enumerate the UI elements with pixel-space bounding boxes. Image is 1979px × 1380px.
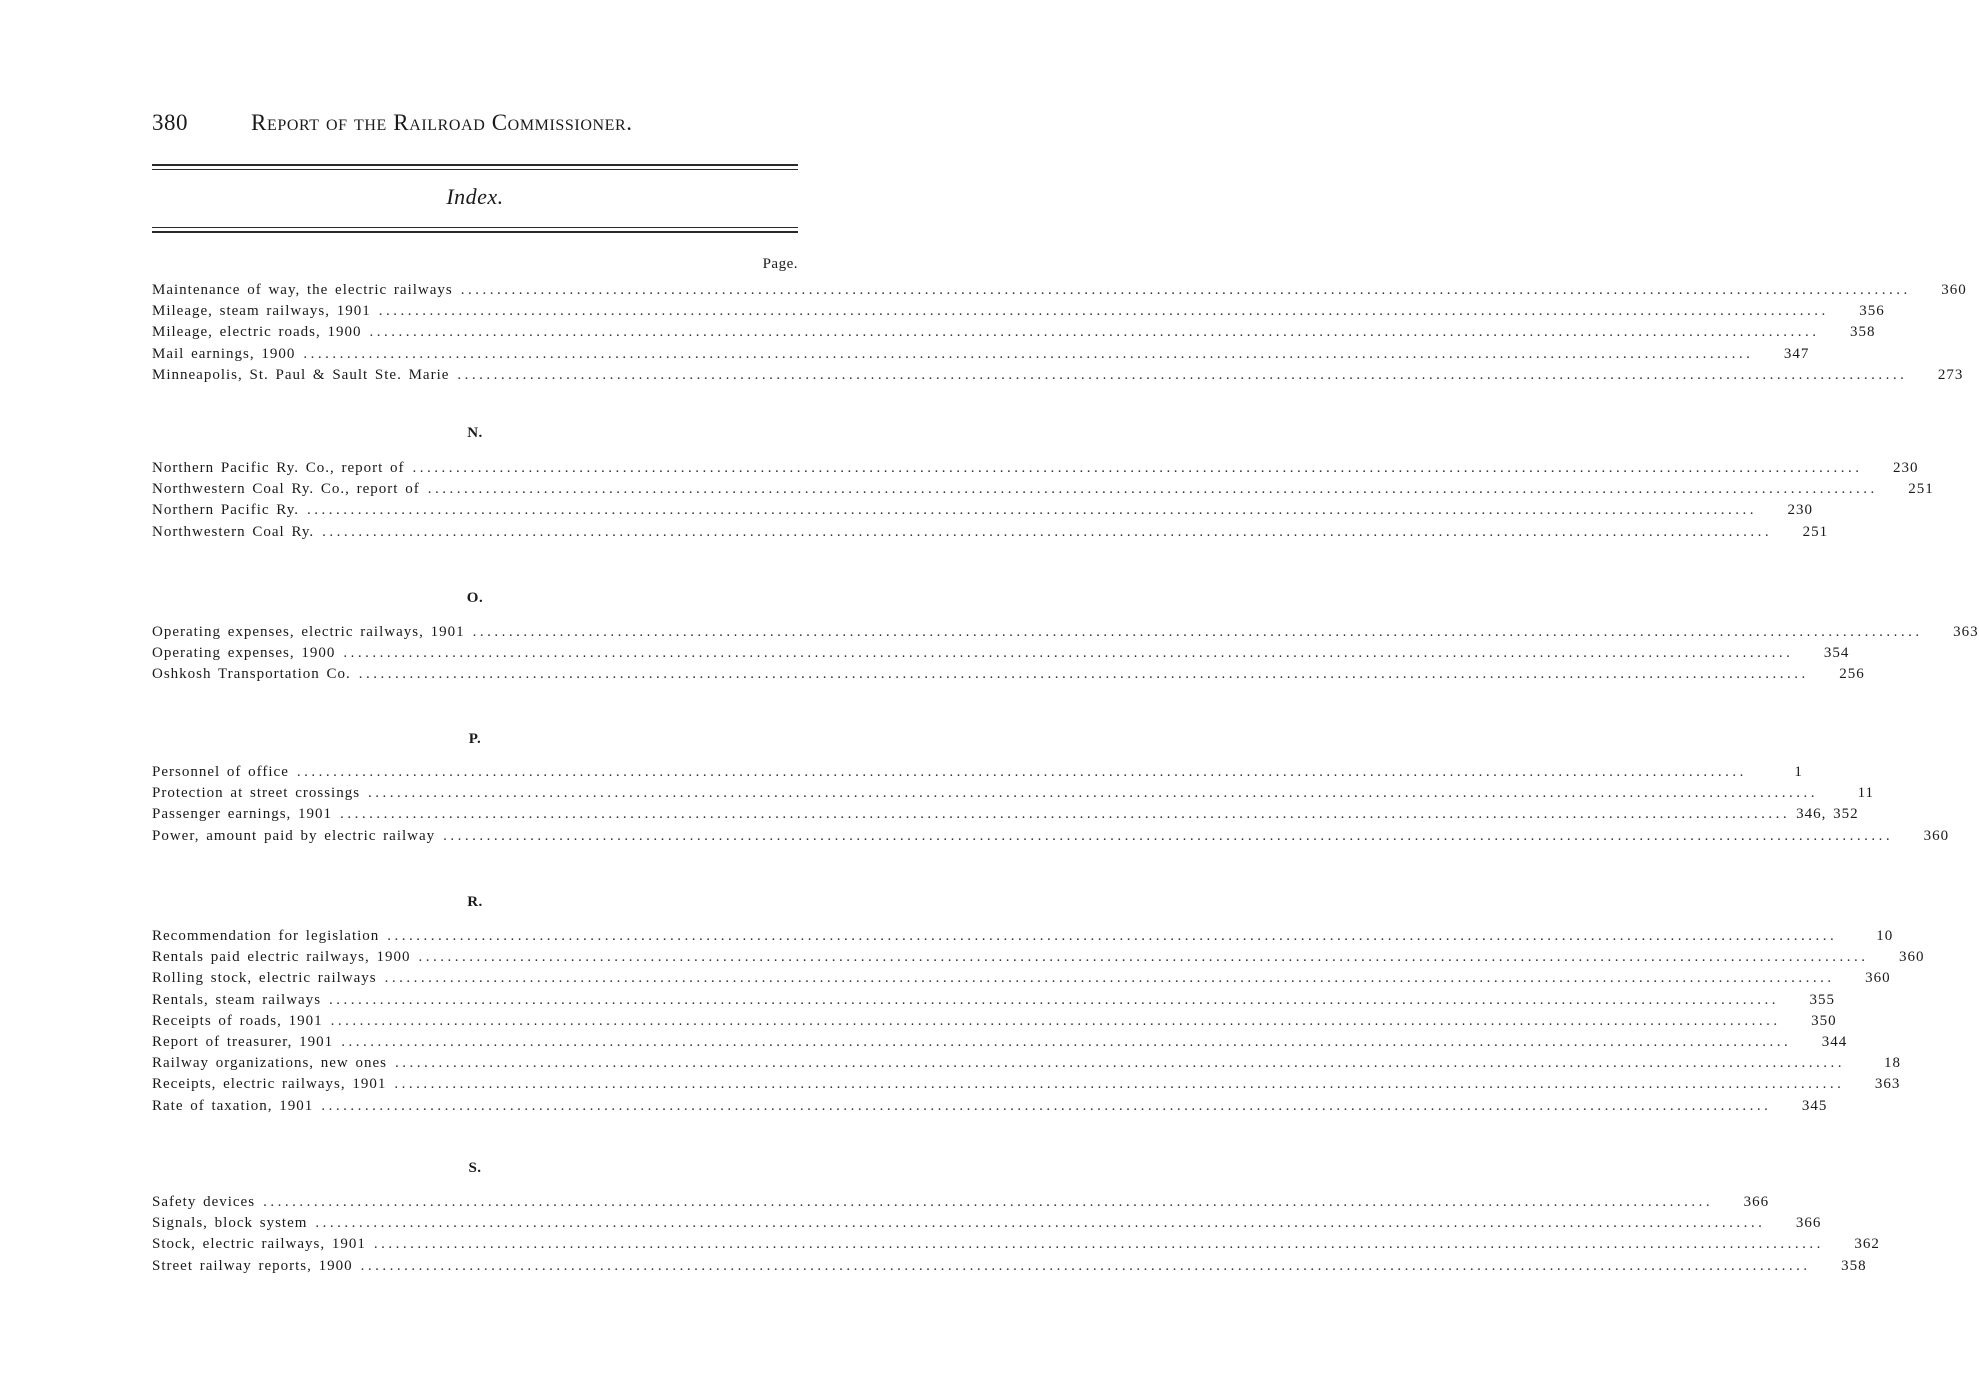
entry-text: Northwestern Coal Ry.: [152, 523, 315, 540]
entry-text: Personnel of office: [152, 764, 289, 780]
entry-page-number: 344: [1821, 1034, 1848, 1050]
entry-page-number: 363: [1953, 624, 1979, 640]
index-entry: [152, 624, 1979, 645]
index-entry: [152, 645, 1850, 666]
entry-text: Street railway reports, 1900: [152, 1257, 353, 1274]
entry-page-number: 360: [1865, 970, 1891, 987]
entry-text: Receipts, electric railways, 1901: [152, 1076, 387, 1093]
entry-page-number: 360: [1941, 282, 1967, 298]
dot-leader: ........................................................................................................................................................................................................: [412, 460, 1863, 476]
index-entry: [152, 303, 1885, 324]
entry-page-number: 347: [1783, 345, 1810, 362]
dot-leader: ........................................................................................................................................................................................................: [358, 666, 1809, 683]
entry-page-number: 18: [1884, 1055, 1902, 1072]
dot-leader: ........................................................................................................................................................................................................: [472, 624, 1923, 640]
index-entry: [152, 806, 1859, 827]
entry-page-number: 273: [1937, 366, 1964, 383]
index-title: Index.: [446, 184, 504, 209]
entry-page-number: 256: [1839, 666, 1865, 683]
entry-text: Safety devices: [152, 1194, 256, 1210]
bottom-rule: [152, 231, 798, 233]
index-entry: [152, 1034, 1848, 1055]
index-entry: [152, 1055, 1902, 1076]
page-column-heading: Page.: [762, 256, 798, 272]
index-entry: [152, 1097, 1828, 1119]
entry-page-number: 251: [1802, 523, 1829, 540]
entry-page-number: 354: [1823, 645, 1850, 662]
dot-leader: ........................................................................................................................................................................................................: [263, 1194, 1714, 1210]
dot-leader: ........................................................................................................................................................................................................: [341, 1034, 1792, 1050]
entry-text: Rolling stock, electric railways: [152, 970, 377, 987]
index-entry: [152, 523, 1829, 545]
section-letter: S.: [468, 1160, 482, 1176]
dot-leader: ........................................................................................................................................................................................................: [321, 1097, 1772, 1114]
dot-leader: ........................................................................................................................................................................................................: [303, 345, 1754, 362]
entry-page-number: 10: [1876, 928, 1894, 944]
running-title: Report of the Railroad Commissioner.: [251, 110, 633, 135]
entry-text: Railway organizations, new ones: [152, 1055, 388, 1072]
dot-leader: ........................................................................................................................................................................................................: [315, 1215, 1766, 1232]
index-entry: [152, 1194, 1770, 1215]
dot-leader: ........................................................................................................................................................................................................: [387, 928, 1838, 944]
entry-text: Rentals paid electric railways, 1900: [152, 949, 411, 966]
entry-text: Protection at street crossings: [152, 785, 361, 802]
index-entry: [152, 666, 1865, 687]
running-head: [152, 108, 798, 142]
dot-leader: ........................................................................................................................................................................................................: [427, 481, 1878, 498]
dot-leader: ........................................................................................................................................................................................................: [460, 282, 1911, 298]
entry-text: Rate of taxation, 1901: [152, 1097, 314, 1114]
index-entry: [152, 991, 1836, 1013]
dot-leader: ........................................................................................................................................................................................................: [384, 970, 1835, 987]
entry-text: Power, amount paid by electric railway: [152, 827, 436, 844]
entry-page-number: 360: [1923, 827, 1950, 844]
dot-leader: ........................................................................................................................................................................................................: [373, 1236, 1824, 1253]
dot-leader: ........................................................................................................................................................................................................: [443, 827, 1894, 844]
dot-leader: ........................................................................................................................................................................................................: [330, 1012, 1781, 1029]
entry-text: Operating expenses, 1900: [152, 645, 336, 662]
entry-text: Oshkosh Transportation Co.: [152, 666, 351, 683]
entry-text: Passenger earnings, 1901: [152, 806, 333, 823]
entry-page-number: 251: [1908, 481, 1934, 498]
index-entry: [152, 345, 1810, 367]
top-rule-thin: [152, 169, 798, 170]
entry-page-number: 358: [1841, 1257, 1867, 1274]
entry-page-number: 230: [1893, 460, 1919, 476]
index-entry: [152, 970, 1891, 991]
entry-page-number: 358: [1850, 324, 1876, 341]
index-entry: [152, 1215, 1822, 1236]
entry-text: Recommendation for legislation: [152, 928, 380, 944]
index-entry: [152, 827, 1950, 849]
entry-text: Operating expenses, electric railways, 1901: [152, 624, 465, 640]
entry-text: Northern Pacific Ry.: [152, 502, 299, 519]
index-entry: [152, 324, 1876, 345]
dot-leader: ........................................................................................................................................................................................................: [457, 366, 1908, 383]
entry-text: Stock, electric railways, 1901: [152, 1236, 366, 1253]
section-letter: O.: [466, 590, 484, 606]
dot-leader: ........................................................................................................................................................................................................: [306, 502, 1757, 519]
entry-text: Northern Pacific Ry. Co., report of: [152, 460, 405, 476]
top-rule: [152, 164, 798, 166]
entry-page-number: 363: [1874, 1076, 1901, 1093]
entry-text: Mileage, electric roads, 1900: [152, 324, 362, 341]
entry-text: Maintenance of way, the electric railways: [152, 282, 453, 298]
entry-text: Receipts of roads, 1901: [152, 1012, 323, 1029]
index-entry: [152, 764, 1803, 785]
dot-leader: ........................................................................................................................................................................................................: [368, 785, 1819, 802]
entry-page-number: 362: [1854, 1236, 1880, 1253]
dot-leader: ........................................................................................................................................................................................................: [369, 324, 1820, 341]
index-entry: [152, 282, 1967, 303]
dot-leader: ........................................................................................................................................................................................................: [378, 303, 1829, 320]
entry-page-number: 355: [1809, 991, 1836, 1008]
index-entry: [152, 1076, 1901, 1097]
index-entry: [152, 502, 1813, 523]
page-number: 380: [152, 110, 188, 135]
section-letter: N.: [467, 425, 483, 441]
entry-text: Minneapolis, St. Paul & Sault Ste. Marie: [152, 366, 450, 383]
bottom-rule-thin: [152, 227, 798, 228]
entry-page-number: 360: [1899, 949, 1925, 966]
dot-leader: ........................................................................................................................................................................................................: [343, 645, 1794, 662]
entry-page-number: 11: [1857, 785, 1875, 802]
entry-page-number: 366: [1743, 1194, 1770, 1210]
section-letter: R.: [467, 894, 483, 910]
entry-text: Mail earnings, 1900: [152, 345, 296, 362]
index-entry: [152, 785, 1875, 806]
dot-leader: ........................................................................................................................................................................................................: [322, 523, 1773, 540]
index-entry: [152, 366, 1964, 388]
entry-page-number: 366: [1795, 1215, 1822, 1232]
index-entry: [152, 1012, 1837, 1034]
entry-page-number: 356: [1859, 303, 1885, 320]
entry-page-number: 230: [1787, 502, 1813, 519]
dot-leader: ........................................................................................................................................................................................................: [394, 1076, 1845, 1093]
entry-text: Mileage, steam railways, 1901: [152, 303, 371, 320]
entry-page-number: 345: [1801, 1097, 1828, 1114]
dot-leader: ........................................................................................................................................................................................................: [296, 764, 1747, 780]
entry-text: Rentals, steam railways: [152, 991, 322, 1008]
dot-leader: ........................................................................................................................................................................................................: [329, 991, 1780, 1008]
index-entry: [152, 460, 1919, 481]
entry-page-number: 346, 352: [1796, 806, 1859, 823]
dot-leader: ........................................................................................................................................................................................................: [418, 949, 1869, 966]
index-entry: [152, 1257, 1867, 1279]
entry-text: Signals, block system: [152, 1215, 308, 1232]
entry-page-number: 1: [1794, 764, 1803, 780]
index-entry: [152, 1236, 1880, 1257]
dot-leader: ........................................................................................................................................................................................................: [340, 806, 1791, 823]
entry-text: Report of treasurer, 1901: [152, 1034, 334, 1050]
index-entry: [152, 928, 1894, 949]
index-entry: [152, 481, 1934, 502]
entry-page-number: 350: [1811, 1012, 1837, 1029]
section-letter: P.: [468, 731, 482, 747]
dot-leader: ........................................................................................................................................................................................................: [360, 1257, 1811, 1274]
entry-text: Northwestern Coal Ry. Co., report of: [152, 481, 420, 498]
index-entry: [152, 949, 1925, 970]
dot-leader: ........................................................................................................................................................................................................: [395, 1055, 1846, 1072]
